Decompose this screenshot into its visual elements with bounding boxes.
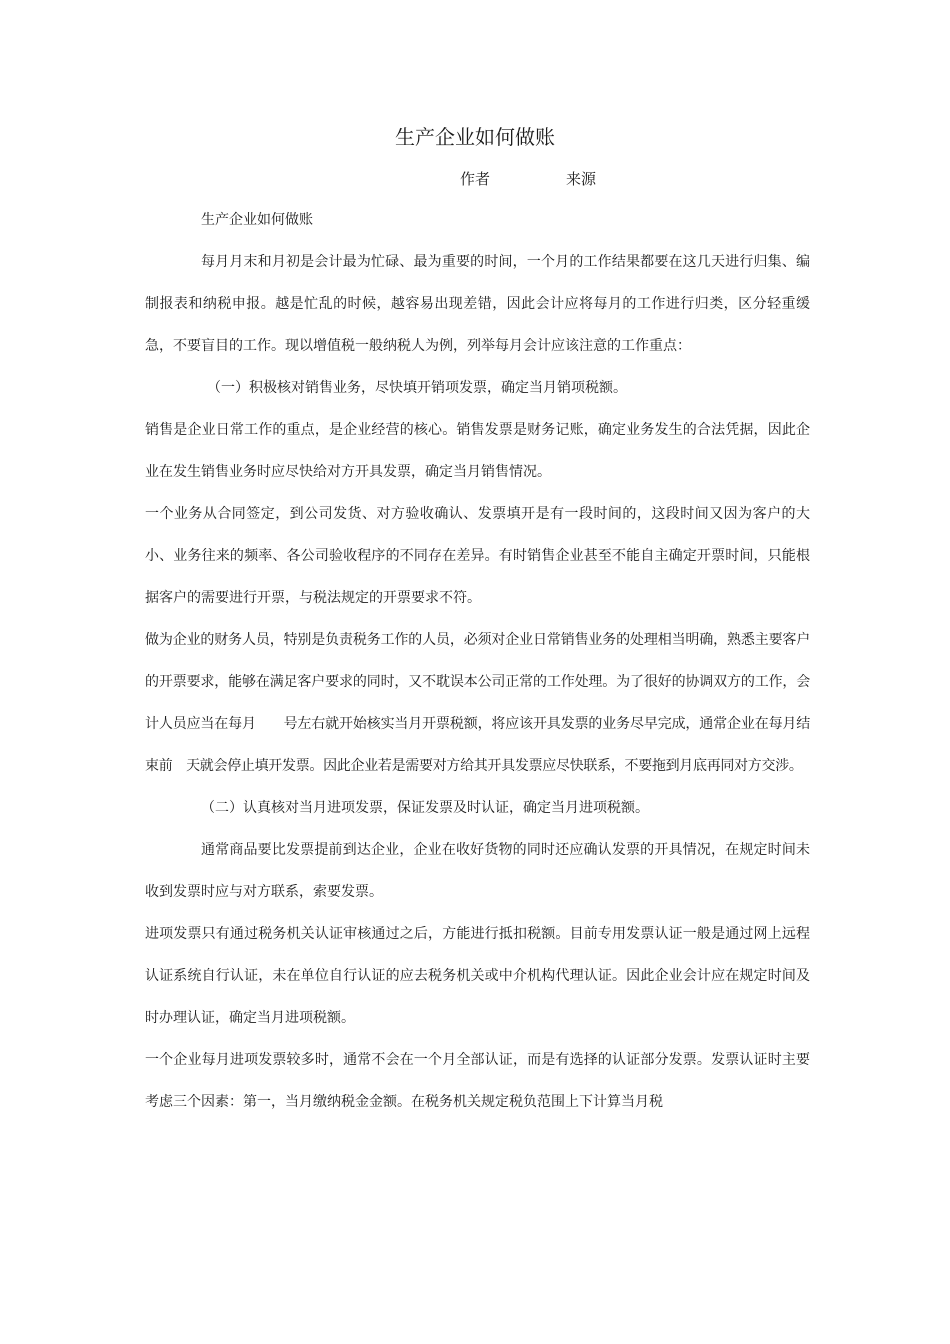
body-paragraph: 一个业务从合同签定，到公司发货、对方验收确认、发票填开是有一段时间的，这段时间又因为客户的大小、业务往来的频率、各公司验收程序的不同存在差异。有时销售企业甚至不能自主确定开票时间，只能根据客户的需要进行开票，与税法规定的开票要求不符。 [145, 506, 810, 606]
body-paragraph: 销售是企业日常工作的重点，是企业经营的核心。销售发票是财务记账，确定业务发生的合法凭据，因此企业在发生销售业务时应尽快给对方开具发票，确定当月销售情况。 [145, 422, 810, 480]
document-title: 生产企业如何做账 [395, 125, 555, 149]
section-heading: 生产企业如何做账 [201, 212, 313, 228]
body-paragraph: 做为企业的财务人员，特别是负责税务工作的人员，必须对企业日常销售业务的处理相当明确，熟悉主要客户的开票要求，能够在满足客户要求的同时，又不耽误本公司正常的工作处理。为了很好的协调双方的工作，会计人员应当在每月 号左右就开始核实当月开票税额，将应该开具发票的业务尽早完成，通常企业在每月结束前 天就会停止填开发票。因此企业若是需要对方给其开具发票应尽快联系，不要拖到月底再同对方交涉。 [145, 632, 810, 774]
body-paragraph: 进项发票只有通过税务机关认证审核通过之后，方能进行抵扣税额。目前专用发票认证一般是通过网上远程认证系统自行认证，未在单位自行认证的应去税务机关或中介机构代理认证。因此企业会计应在规定时间及时办理认证，确定当月进项税额。 [145, 926, 810, 1026]
body-paragraph: 一个企业每月进项发票较多时，通常不会在一个月全部认证，而是有选择的认证部分发票。发票认证时主要考虑三个因素：第一，当月缴纳税金金额。在税务机关规定税负范围上下计算当月税 [145, 1052, 810, 1110]
source-label: 来源 [566, 170, 597, 188]
section-heading: （一）积极核对销售业务，尽快填开销项发票，确定当月销项税额。 [207, 380, 627, 396]
body-paragraph: 每月月末和月初是会计最为忙碌、最为重要的时间，一个月的工作结果都要在这几天进行归集、编制报表和纳税申报。越是忙乱的时候，越容易出现差错，因此会计应将每月的工作进行归类，区分轻重缓急，不要盲目的工作。现以增值税一般纳税人为例，列举每月会计应该注意的工作重点： [145, 254, 810, 354]
document-meta [460, 168, 596, 190]
author-label: 作者 [460, 170, 491, 188]
body-paragraph: 通常商品要比发票提前到达企业，企业在收好货物的同时还应确认发票的开具情况，在规定时间未收到发票时应与对方联系，索要发票。 [145, 842, 810, 900]
document-body [145, 199, 810, 1123]
section-heading: （二）认真核对当月进项发票，保证发票及时认证，确定当月进项税额。 [201, 800, 649, 816]
